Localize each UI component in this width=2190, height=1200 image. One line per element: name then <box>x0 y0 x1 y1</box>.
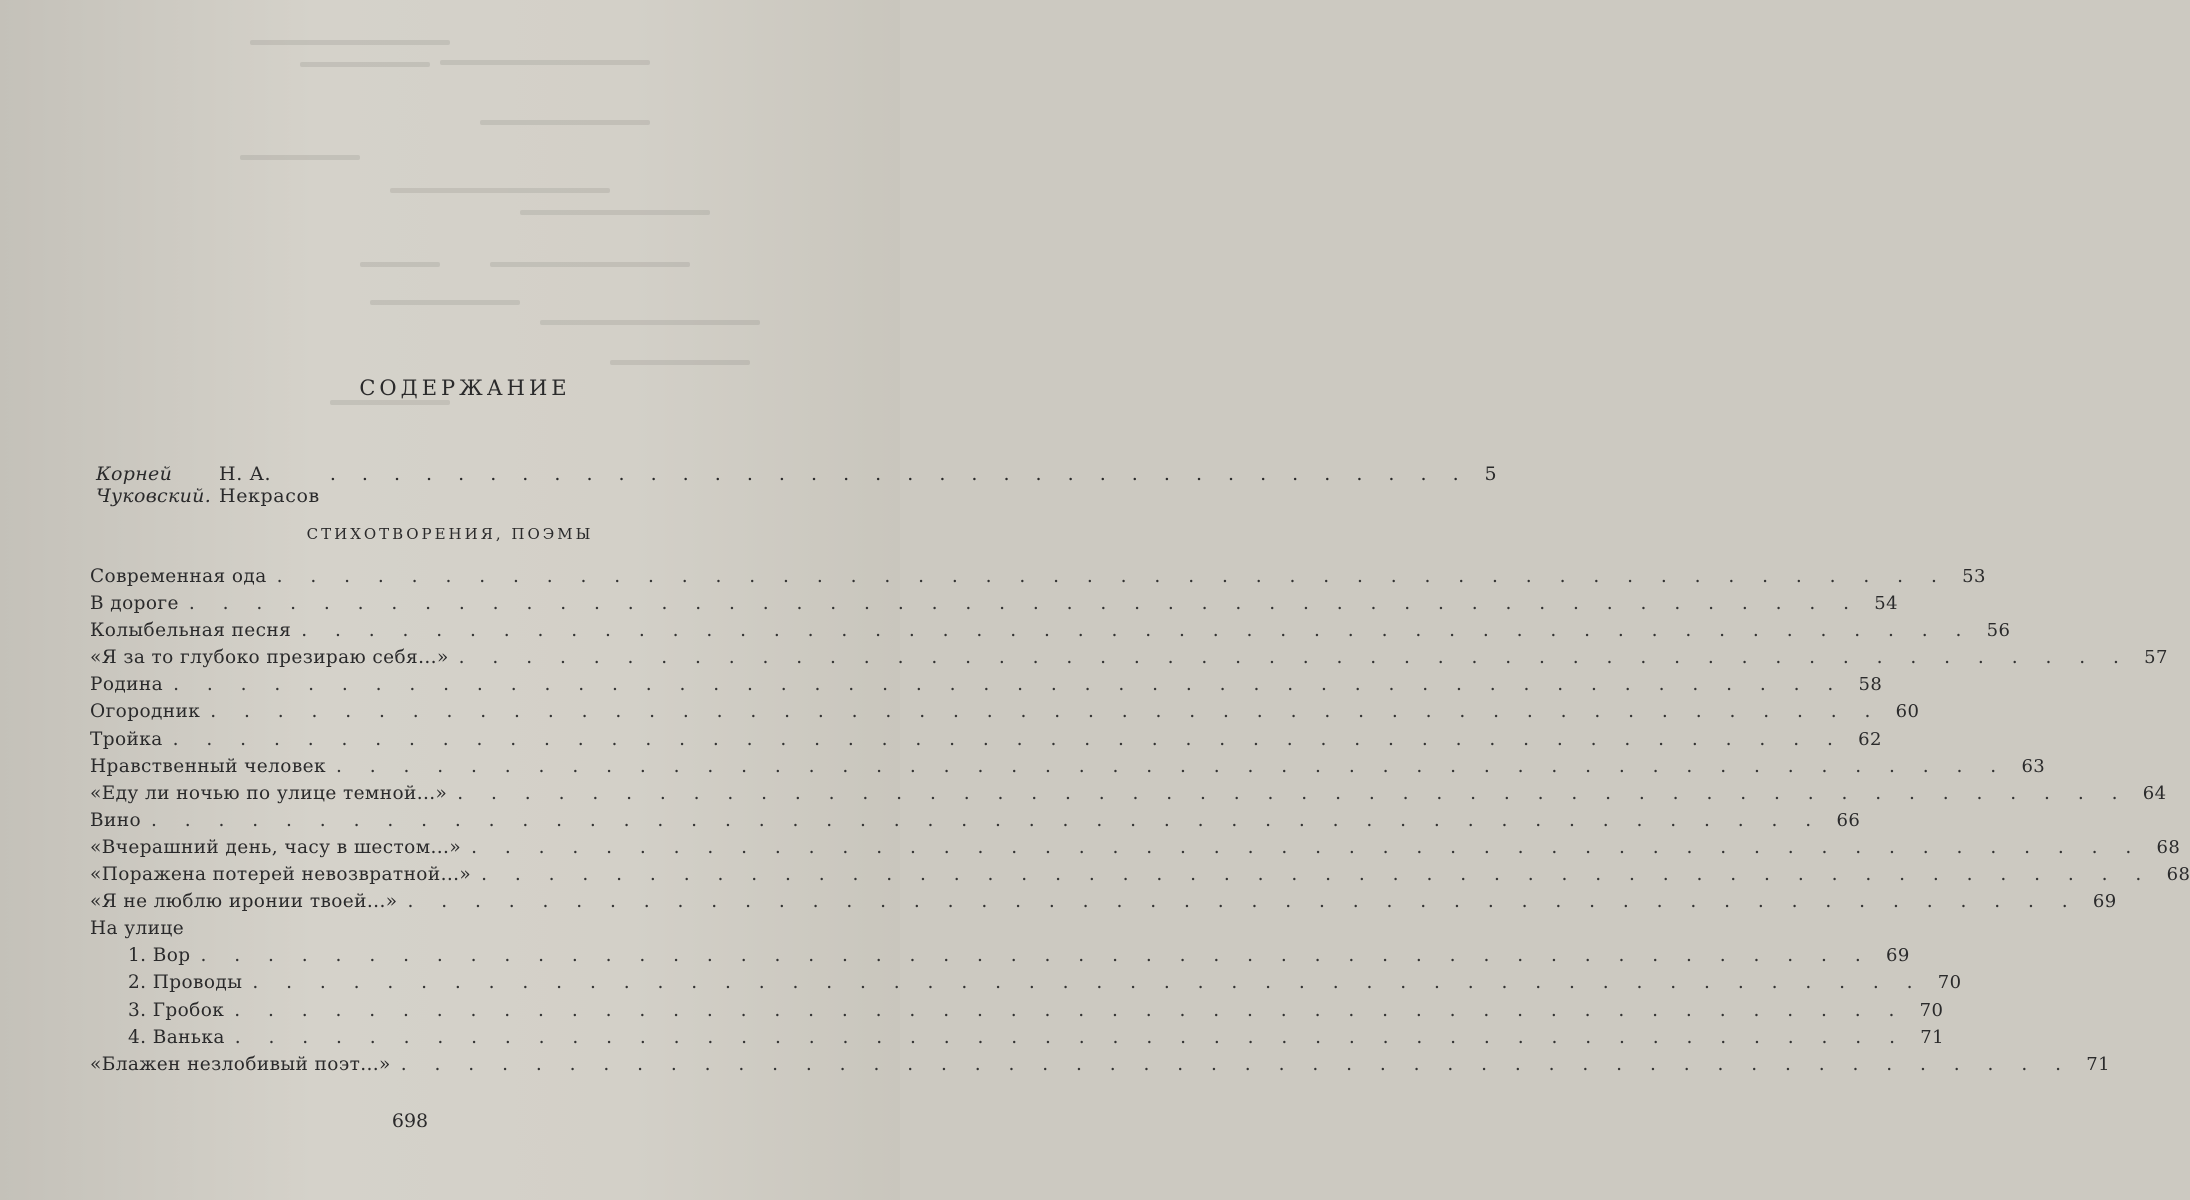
toc-entry-page: 70 <box>1919 999 1944 1021</box>
contents-heading: СОДЕРЖАНИЕ <box>359 376 571 400</box>
page-number: 698 <box>391 1110 429 1132</box>
toc-entry[interactable] <box>90 593 1899 620</box>
section-title: СТИХОТВОРЕНИЯ, ПОЭМЫ <box>306 525 594 543</box>
intro-title: Н. А. Некрасов <box>219 463 320 507</box>
toc-entry[interactable] <box>90 674 1883 701</box>
dot-leader: . . . . . . . . . . . . . . . . . . . . . . . . . . . . . . . . . . . . . . . . . . . . . . . . . . <box>481 864 2153 886</box>
dot-leader: . . . . . . . . . . . . . . . . . . . . . . . . . . . . . . . . . . . . . . . . . . . . . . . . . . <box>151 809 1823 831</box>
dot-leader: . . . . . . . . . . . . . . . . . . . . . . . . . . . . . . . . . . . . . . . . . . . . . . . . . . <box>200 945 1872 967</box>
dot-leader: . . . . . . . . . . . . . . . . . . . . . . . . . . . . . . . . . . . . . . . . . . . . . . . . . . <box>252 972 1924 994</box>
toc-entry-title: «Еду ли ночью по улице темной...» <box>90 782 448 804</box>
dot-leader: . . . . . . . . . . . . . . . . . . . . . . . . . . . . . . . . . . . . . . . . . . . . . . . . . . <box>335 755 2008 777</box>
toc-intro-entry[interactable] <box>96 463 1497 507</box>
toc-entry-page: 69 <box>2092 891 2117 913</box>
toc-entry[interactable] <box>90 972 1962 999</box>
toc-entry-title: Родина <box>90 674 164 696</box>
toc-entry[interactable] <box>90 1026 1944 1054</box>
toc-entry[interactable] <box>90 864 2190 891</box>
dot-leader: . . . . . . . . . . . . . . . . . . . . . . . . . . . . . . . . . . . . <box>329 463 1469 485</box>
toc-entry[interactable] <box>90 701 1920 728</box>
dot-leader: . . . . . . . . . . . . . . . . . . . . . . . . . . . . . . . . . . . . . . . . . . . . . . . . . . <box>210 701 1882 723</box>
toc-entry[interactable] <box>90 999 1944 1027</box>
toc-entry-page: 71 <box>1920 1026 1944 1048</box>
toc-entry-title: Огородник <box>90 701 201 723</box>
toc-entry-title: «Поражена потерей невозвратной...» <box>90 864 472 886</box>
toc-entry-title: 1. Вор <box>128 945 191 967</box>
toc-entry-page: 68 <box>2166 864 2190 886</box>
toc-entry-page: 63 <box>2021 755 2046 777</box>
dot-leader: . . . . . . . . . . . . . . . . . . . . . . . . . . . . . . . . . . . . . . . . . . . . . . . . . . <box>457 782 2129 804</box>
toc-entry-page: 70 <box>1937 972 1962 994</box>
toc-entry-title: «Блажен незлобивый поэт...» <box>90 1053 391 1075</box>
toc-entry[interactable] <box>90 647 2168 674</box>
toc-entry-title: Вино <box>90 809 141 831</box>
toc-entry-page: 71 <box>2086 1053 2110 1075</box>
toc-entry-title: 3. Гробок <box>128 999 225 1021</box>
toc-entry[interactable] <box>90 728 1882 756</box>
toc-entry-title: «Я за то глубоко презираю себя...» <box>90 647 449 669</box>
toc-entry[interactable] <box>90 836 2181 864</box>
dot-leader: . . . . . . . . . . . . . . . . . . . . . . . . . . . . . . . . . . . . . . . . . . . . . . . . . . <box>301 620 1973 642</box>
intro-author: Корней Чуковский. <box>96 463 212 507</box>
toc-entry-title: «Вчерашний день, часу в шестом...» <box>90 836 462 858</box>
toc-entry-title: 2. Проводы <box>128 972 243 994</box>
toc-entry-page: 60 <box>1895 701 1920 723</box>
toc-entry-page: 62 <box>1858 728 1882 750</box>
dot-leader: . . . . . . . . . . . . . . . . . . . . . . . . . . . . . . . . . . . . . . . . . . . . . . . . . . <box>234 1026 1906 1048</box>
toc-entry-title: В дороге <box>90 593 179 615</box>
dot-leader: . . . . . . . . . . . . . . . . . . . . . . . . . . . . . . . . . . . . . . . . . . . . . . . . . . <box>276 566 1948 587</box>
toc-entry[interactable] <box>90 945 1910 972</box>
toc-entry-page: 54 <box>1874 593 1899 615</box>
bleed-through-texture <box>0 0 900 520</box>
toc-entry[interactable] <box>90 755 2046 783</box>
dot-leader: . . . . . . . . . . . . . . . . . . . . . . . . . . . . . . . . . . . . . . . . . . . . . . . . . . <box>407 891 2079 913</box>
toc-entry-title: На улице <box>90 918 185 940</box>
toc-entry-page: 66 <box>1836 809 1861 831</box>
toc-entry-page: 69 <box>1885 945 1910 967</box>
toc-entry[interactable] <box>90 620 2011 647</box>
toc-entry-page: 53 <box>1962 566 1986 587</box>
toc-entry[interactable] <box>90 918 805 945</box>
toc-entry-page: 64 <box>2142 782 2167 804</box>
toc-entry[interactable] <box>90 809 1861 837</box>
toc-entry-title: Современная ода <box>90 566 267 587</box>
dot-leader: . . . . . . . . . . . . . . . . . . . . . . . . . . . . . . . . . . . . . . . . . . . . . . . . . . <box>458 647 2130 669</box>
dot-leader: . . . . . . . . . . . . . . . . . . . . . . . . . . . . . . . . . . . . . . . . . . . . . . . . . . <box>471 836 2143 858</box>
toc-entry-page: 58 <box>1858 674 1883 696</box>
toc-list <box>90 566 2190 1081</box>
toc-entry[interactable] <box>90 891 2117 918</box>
toc-entry-title: Колыбельная песня <box>90 620 292 642</box>
dot-leader: . . . . . . . . . . . . . . . . . . . . . . . . . . . . . . . . . . . . . . . . . . . . . . . . . . <box>234 999 1906 1021</box>
dot-leader: . . . . . . . . . . . . . . . . . . . . . . . . . . . . . . . . . . . . . . . . . . . . . . . . . . <box>173 674 1845 696</box>
dot-leader: . . . . . . . . . . . . . . . . . . . . . . . . . . . . . . . . . . . . . . . . . . . . . . . . . . <box>400 1053 2072 1075</box>
dot-leader: . . . . . . . . . . . . . . . . . . . . . . . . . . . . . . . . . . . . . . . . . . . . . . . . . . <box>188 593 1861 615</box>
toc-entry[interactable] <box>90 1053 2110 1081</box>
toc-entry[interactable] <box>90 566 1986 593</box>
toc-entry-page: 56 <box>1986 620 2011 642</box>
toc-entry-page: 57 <box>2144 647 2168 669</box>
toc-entry[interactable] <box>90 782 2167 810</box>
intro-page-number: 5 <box>1484 463 1497 485</box>
toc-entry-title: Тройка <box>90 728 163 750</box>
toc-entry-title: «Я не люблю иронии твоей...» <box>90 891 398 913</box>
toc-entry-page: 68 <box>2156 836 2181 858</box>
toc-entry-title: 4. Ванька <box>128 1026 225 1048</box>
toc-entry-title: Нравственный человек <box>90 755 326 777</box>
dot-leader: . . . . . . . . . . . . . . . . . . . . . . . . . . . . . . . . . . . . . . . . . . . . . . . . . . <box>172 728 1844 750</box>
